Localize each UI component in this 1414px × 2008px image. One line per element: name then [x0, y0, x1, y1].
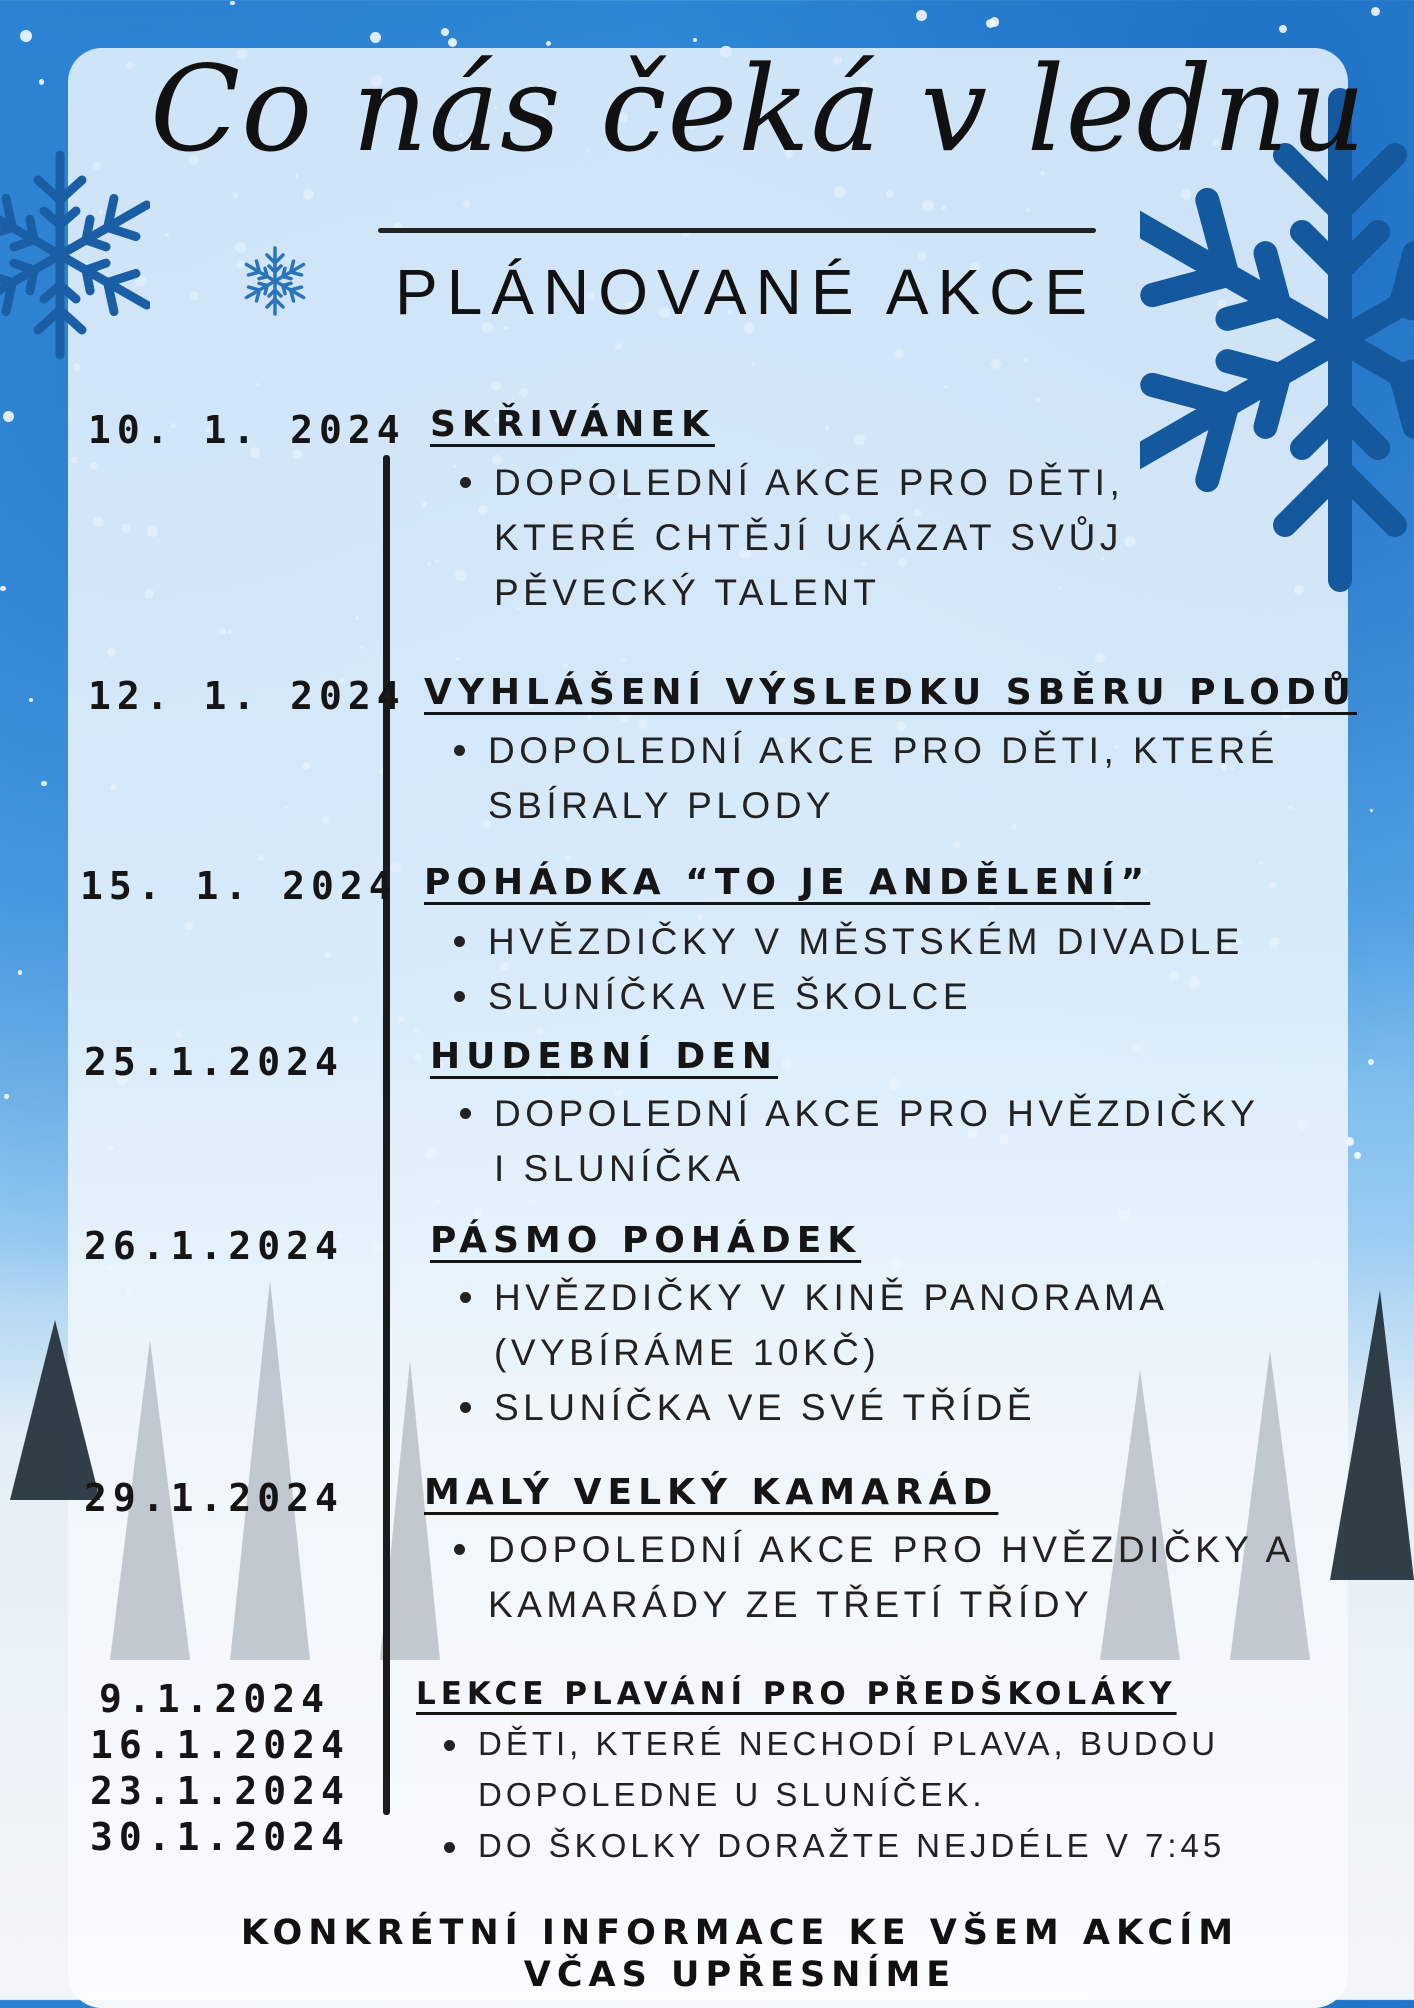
event-bullets: [446, 914, 1296, 1024]
event-title: HUDEBNÍ DEN: [430, 1036, 778, 1077]
event-bullets: [452, 1270, 1212, 1435]
footer-note: [240, 1912, 1240, 1996]
event-bullets: [446, 1522, 1296, 1632]
event-bullet: DOPOLEDNÍ AKCE PRO DĚTI, KTERÉ CHTĚJÍ UKÁZAT SVŮJ PĚVECKÝ TALENT: [452, 455, 1152, 620]
swimming-date: 30.1.2024: [90, 1815, 350, 1859]
event-title: POHÁDKA “TO JE ANDĚLENÍ”: [424, 862, 1151, 903]
event-bullet: DOPOLEDNÍ AKCE PRO HVĚZDIČKY A KAMARÁDY ZE TŘETÍ TŘÍDY: [446, 1522, 1296, 1632]
event-bullet: DĚTI, KTERÉ NECHODÍ PLAVA, BUDOU DOPOLEDNE U SLUNÍČEK.: [436, 1718, 1256, 1820]
page-title: Co nás čeká v lednu: [150, 40, 1367, 178]
page-subtitle: PLÁNOVANÉ AKCE: [395, 256, 1097, 328]
event-date: 10. 1. 2024: [88, 408, 406, 452]
event-bullets: [452, 1086, 1282, 1196]
event-bullet: DOPOLEDNÍ AKCE PRO DĚTI, KTERÉ SBÍRALY PLODY: [446, 723, 1296, 833]
event-bullets: [452, 455, 1152, 620]
snow-dot: [4, 1094, 9, 1099]
snow-dot: [1279, 25, 1287, 33]
swimming-date: 23.1.2024: [90, 1769, 350, 1813]
snow-dot: [3, 411, 15, 423]
event-date: 26.1.2024: [84, 1224, 344, 1268]
snow-dot: [20, 30, 32, 42]
event-bullet: HVĚZDIČKY V KINĚ PANORAMA (VYBÍRÁME 10KČ): [452, 1270, 1212, 1380]
snow-dot: [41, 781, 47, 787]
snow-dot: [230, 1, 234, 5]
event-bullets: [446, 723, 1296, 833]
snowflake-icon: [238, 244, 312, 318]
swimming-date: 9.1.2024: [98, 1677, 330, 1721]
swimming-date: 16.1.2024: [90, 1723, 350, 1767]
event-title: LEKCE PLAVÁNÍ PRO PŘEDŠKOLÁKY: [416, 1676, 1177, 1712]
event-title: PÁSMO POHÁDEK: [430, 1220, 862, 1261]
snow-dot: [29, 698, 33, 702]
footer-line: KONKRÉTNÍ INFORMACE KE VŠEM AKCÍM: [240, 1913, 1240, 1953]
event-bullet: SLUNÍČKA VE ŠKOLCE: [446, 969, 1296, 1024]
event-title: VYHLÁŠENÍ VÝSLEDKU SBĚRU PLODŮ: [424, 672, 1357, 713]
snow-dot: [1368, 1059, 1374, 1065]
event-bullets: [436, 1718, 1256, 1871]
snow-dot: [1370, 809, 1373, 812]
timeline-line: [383, 455, 390, 1815]
event-bullet: HVĚZDIČKY V MĚSTSKÉM DIVADLE: [446, 914, 1296, 969]
snow-dot: [39, 79, 45, 85]
event-date: 29.1.2024: [84, 1476, 344, 1520]
swimming-dates: [90, 1676, 350, 1860]
snow-dot: [1354, 1152, 1361, 1159]
event-title: MALÝ VELKÝ KAMARÁD: [424, 1472, 999, 1513]
event-date: 15. 1. 2024: [80, 864, 398, 908]
event-bullet: SLUNÍČKA VE SVÉ TŘÍDĚ: [452, 1380, 1212, 1435]
snow-dot: [18, 970, 22, 974]
event-title: SKŘIVÁNEK: [430, 404, 715, 445]
event-date: 12. 1. 2024: [88, 674, 406, 718]
snowflake-icon: [0, 140, 150, 370]
snow-dot: [986, 19, 995, 28]
event-bullet: DO ŠKOLKY DORAŽTE NEJDÉLE V 7:45: [436, 1820, 1256, 1871]
snow-dot: [916, 10, 927, 21]
title-divider: [378, 228, 1096, 233]
event-bullet: DOPOLEDNÍ AKCE PRO HVĚZDIČKY I SLUNÍČKA: [452, 1086, 1282, 1196]
footer-line: VČAS UPŘESNÍME: [523, 1955, 957, 1995]
snow-dot: [0, 586, 6, 592]
snow-dot: [1371, 7, 1380, 16]
event-date: 25.1.2024: [84, 1040, 344, 1084]
snow-dot: [441, 28, 449, 36]
